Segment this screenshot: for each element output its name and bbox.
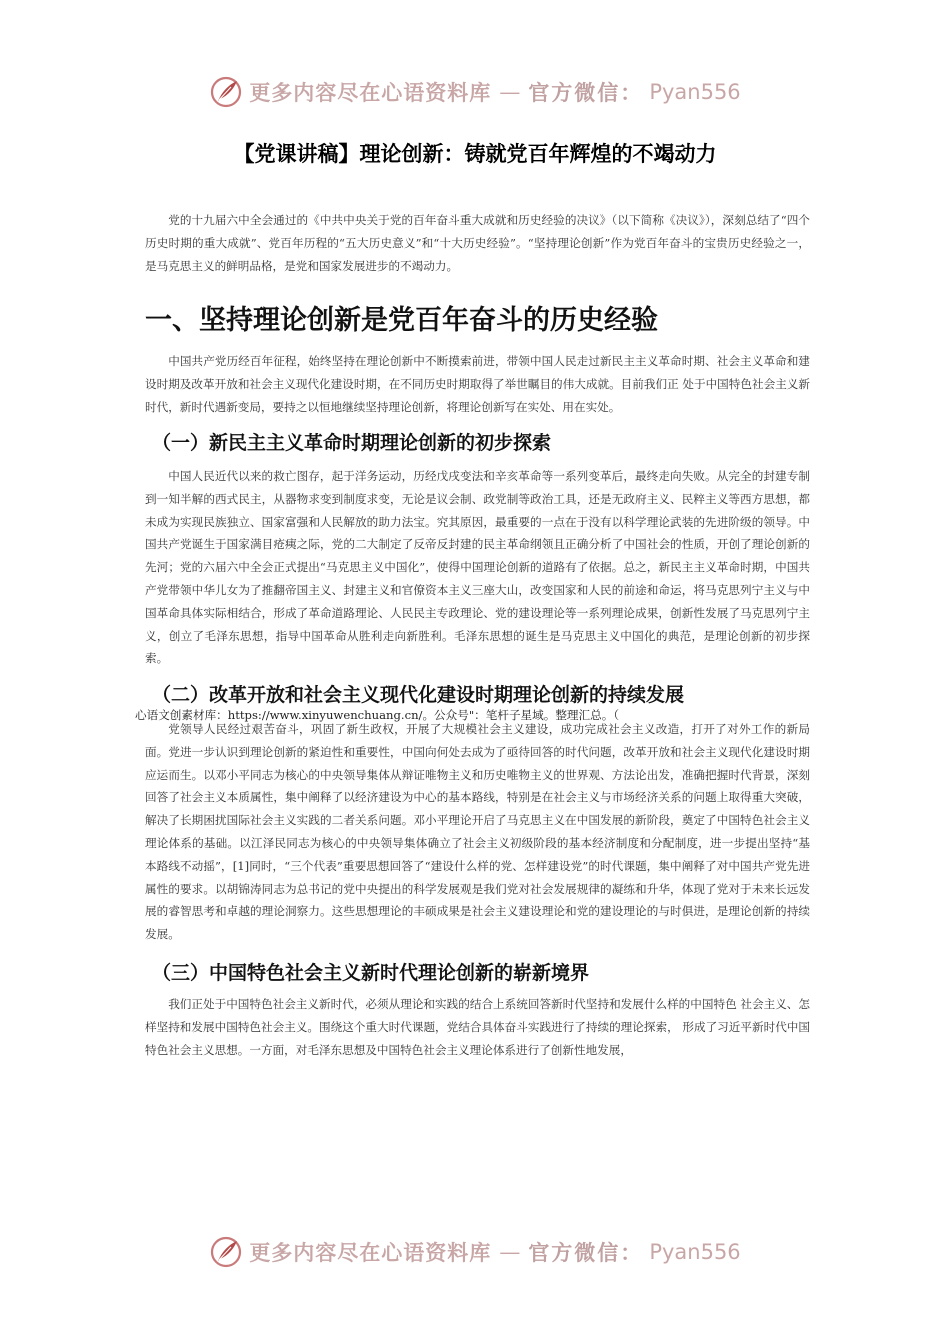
banner-slogan: 更多内容尽在心语资料库 [249, 80, 492, 105]
subsection-2-paragraph: 党领导人民经过艰苦奋斗，巩固了新生政权，开展了大规模社会主义建设，成功完成社会主义改造，打开了对外工作的新局面。党进一步认识到理论创新的紧迫性和重要性，中国向何处去成为了亟待回答的时代问题，改革开放和社会主义现代化建设时期应运而生。以邓小平同志为核心的中央领导集体从辩证唯物主义和历史唯物主义的世界观、方法论出发，准确把握时代背景，深刻回答了社会主义本质属性，集中阐释了以经济建设为中心的基本路线，特别是在社会主义与市场经济关系的问题上取得重大突破，解决了长期困扰国际社会主义实践的二者关系问题。邓小平理论开启了马克思主义在中国发展的新阶段，奠定了中国特色社会主义理论体系的基础。以江泽民同志为核心的中央领导集体确立了社会主义初级阶段的基本经济制度和分配制度，进一步提出坚持“基本路线不动摇”，[1]同时，“三个代表”重要思想回答了“建设什么样的党、怎样建设党”的时代课题，集中阐释了对中国共产党先进属性的要求。以胡锦涛同志为总书记的党中央提出的科学发展观是我们党对社会发展规律的凝练和升华，体现了党对于未来长远发展的睿智思考和卓越的理论洞察力。这些思想理论的丰硕成果是社会主义建设理论和党的建设理论的与时俱进，是理论创新的持续发展。 [145, 722, 810, 942]
banner-dash: — [499, 1240, 521, 1264]
source-watermark-line: 心语文创素材库：https://www.xinyuwenchuang.cn/。公众号"：笔杆子星域。整理汇总。（ [135, 708, 620, 722]
banner-wechat-id: Pyan556 [649, 80, 741, 104]
subsection-1-paragraph: 中国人民近代以来的救亡图存，起于洋务运动，历经戊戌变法和辛亥革命等一系列变革后，最终走向失败。从完全的封建专制到一知半解的西式民主，从器物求变到制度求变，无论是议会制、政党制等政治工具，还是无政府主义、民粹主义等西方思想，都未成为实现民族独立、国家富强和人民解放的助力法宝。究其原因，最重要的一点在于没有以科学理论武装的先进阶级的领导。中国共产党诞生于国家满目疮痍之际，党的二大制定了反帝反封建的民主革命纲领且正确分析了中国社会的性质，开创了理论创新的先河；党的六届六中全会正式提出“马克思主义中国化”，使得中国理论创新的道路有了依据。总之，新民主主义革命时期，中国共产党带领中华儿女为了推翻帝国主义、封建主义和官僚资本主义三座大山，改变国家和人民的前途和命运，将马克思列宁主义与中国革命具体实际相结合，形成了革命道路理论、人民民主专政理论、党的建设理论等一系列理论成果，创新性发展了马克思列宁主义，创立了毛泽东思想，指导中国革命从胜利走向新胜利。毛泽东思想的诞生是马克思主义中国化的典范，是理论创新的初步探索。 [145, 469, 810, 666]
section-1-heading: 一、坚持理论创新是党百年奋斗的历史经验 [145, 305, 658, 336]
subsection-3-paragraph: 我们正处于中国特色社会主义新时代，必须从理论和实践的结合上系统回答新时代坚持和发展什么样的中国特色 社会主义、怎样坚持和发展中国特色社会主义。围绕这个重大时代课题，党结合具体奋斗实践进行了持续的理论探索， 形成了习近平新时代中国特色社会主义思想。一方面，对毛泽东思想及中国特色社会主义理论体系进行了创新性地发展， [145, 997, 810, 1057]
intro-paragraph: 党的十九届六中全会通过的《中共中央关于党的百年奋斗重大成就和历史经验的决议》（以下简称《决议》），深刻总结了“四个历史时期的重大成就”、党百年历程的“五大历史意义”和“十大历史经验”。“坚持理论创新”作为党百年奋斗的宝贵历史经验之一，是马克思主义的鲜明品格，是党和国家发展进步的不竭动力。 [145, 213, 810, 273]
document-title: 【党课讲稿】理论创新：铸就党百年辉煌的不竭动力 [233, 142, 717, 166]
feather-logo-icon [209, 1235, 243, 1269]
subsection-3-heading: （三）中国特色社会主义新时代理论创新的崭新境界 [152, 962, 590, 984]
section-1-paragraph: 中国共产党历经百年征程，始终坚持在理论创新中不断摸索前进，带领中国人民走过新民主主义革命时期、社会主义革命和建设时期及改革开放和社会主义现代化建设时期，在不同历史时期取得了举世瞩目的伟大成就。目前我们正 处于中国特色社会主义新时代，新时代遇新变局，要持之以恒地继续坚持理论创新，将理论创新写在实处、用在实处。 [145, 354, 810, 414]
banner-slogan: 更多内容尽在心语资料库 [249, 1240, 492, 1265]
subsection-1-heading: （一）新民主主义革命时期理论创新的初步探索 [152, 432, 552, 454]
banner-wechat-label: 官方微信： [528, 1240, 644, 1265]
banner-wechat-id: Pyan556 [649, 1240, 741, 1264]
banner-wechat-label: 官方微信： [528, 80, 644, 105]
header-banner [0, 70, 950, 114]
feather-logo-icon [209, 75, 243, 109]
footer-banner [0, 1230, 950, 1274]
subsection-2-heading: （二）改革开放和社会主义现代化建设时期理论创新的持续发展 [152, 684, 685, 706]
banner-dash: — [499, 80, 521, 104]
